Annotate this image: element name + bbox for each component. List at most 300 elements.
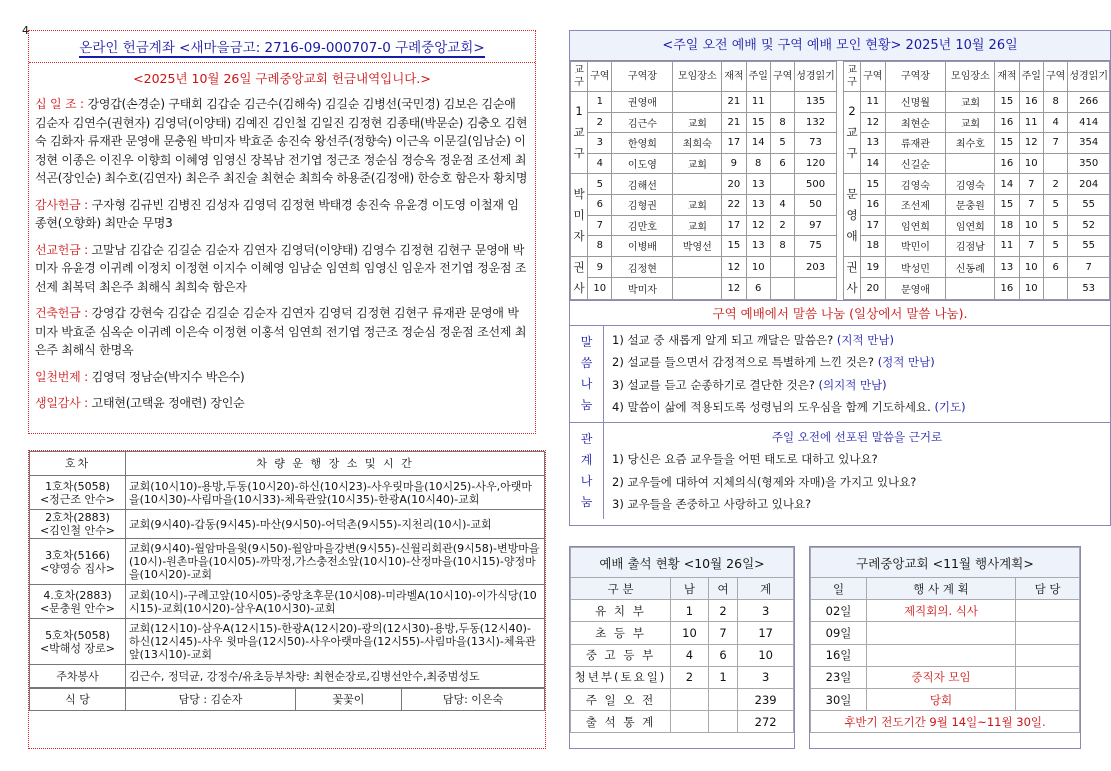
attendance-cell: 132 xyxy=(795,112,836,133)
sharing-question: 4) 말씀이 삶에 적용되도록 성령님의 도우심을 함께 기도하세요. (기도) xyxy=(612,400,966,415)
attendance-cell xyxy=(1043,153,1067,174)
attendance-cell: 203 xyxy=(795,256,836,278)
attendance-cell: 13 xyxy=(746,236,770,257)
attendance-cell: 16 xyxy=(995,112,1019,133)
report-cell: 239 xyxy=(738,688,794,710)
attendance-cell: 10 xyxy=(1019,153,1043,174)
attendance-cell: 55 xyxy=(1068,194,1110,215)
offering-label: 선교헌금 : xyxy=(35,242,89,257)
attendance-cell: 10 xyxy=(1019,215,1043,236)
attendance-col-header: 주일 xyxy=(746,62,770,92)
attendance-cell: 12 xyxy=(861,112,885,133)
table-row xyxy=(30,476,545,510)
attendance-cell: 135 xyxy=(795,92,836,113)
attendance-cell: 10 xyxy=(588,278,612,300)
attendance-cell: 7 xyxy=(1019,174,1043,195)
report-cell: 출 석 통 계 xyxy=(571,711,671,733)
attendance-cell: 6 xyxy=(770,153,794,174)
table-row xyxy=(811,688,1080,710)
plan-col-header: 행 사 계 획 xyxy=(867,578,1016,600)
route-header: 차 량 운 행 장 소 및 시 간 xyxy=(126,452,545,476)
attendance-cell: 73 xyxy=(795,133,836,154)
table-row xyxy=(30,510,545,539)
attendance-cell: 최현순 xyxy=(885,112,946,133)
flower-label: 꽃꽃이 xyxy=(296,689,402,711)
offering-names: 강영갑(손경순) 구태회 김갑순 김근수(김해숙) 김길순 김병선(국민경) 김보은 김순애 김순자 김연수(권현자) 김영덕(이양태) 김예진 김인철 김일진 김정현 김종태(박문순) 김충오 김현숙 김화자 류재관 문영애 문충원 박미자 박효준 송진숙 왕선주(정향숙) 이근옥 이문길(임남순) 이정현 이종은 이진우 이향희 이혜영 임영신 장복남 전기엽 정근조 정순심 정승옥 정운점 조선제 최석곤(장인순) 최수호(김연자) 최은주 최진술 최현순 최희숙 하용준(김정애) 한승호 함은자 황치명 xyxy=(35,97,528,185)
offering-label: 십 일 조 : xyxy=(35,97,84,111)
attendance-cell: 김영숙 xyxy=(885,174,946,195)
attendance-col-header: 모임장소 xyxy=(946,62,995,92)
offering-section xyxy=(35,394,529,413)
group-label: 2 교 구 xyxy=(844,92,861,174)
offering-names: 김영덕 정남순(박지수 박은수) xyxy=(88,369,245,384)
attendance-cell: 21 xyxy=(722,92,746,113)
attendance-col-header: 구역 xyxy=(861,62,885,92)
plan-col-header: 일 xyxy=(811,578,867,600)
attendance-cell: 11 xyxy=(995,236,1019,257)
cafeteria-label: 식 당 xyxy=(30,689,126,711)
attendance-cell: 김해선 xyxy=(612,174,673,195)
attendance-cell: 16 xyxy=(861,194,885,215)
report-cell: 1 xyxy=(708,666,737,688)
attendance-cell: 12 xyxy=(722,256,746,278)
attendance-cell: 10 xyxy=(1019,278,1043,300)
group-label: 권 사 xyxy=(844,256,861,299)
attendance-cell: 16 xyxy=(1019,92,1043,113)
report-cell: 유 치 부 xyxy=(571,600,671,622)
attendance-cell: 15 xyxy=(995,92,1019,113)
attendance-cell: 350 xyxy=(1068,153,1110,174)
attendance-cell: 7 xyxy=(1068,256,1110,278)
report-cell: 4 xyxy=(671,644,709,666)
attendance-cell: 21 xyxy=(722,112,746,133)
attendance-cell: 문영애 xyxy=(885,278,946,300)
attendance-cell: 8 xyxy=(1043,92,1067,113)
relation-label: 관 계 나 눔 xyxy=(570,423,604,519)
attendance-cell: 12 xyxy=(1019,133,1043,154)
attendance-cell: 7 xyxy=(1043,133,1067,154)
report-cell: 7 xyxy=(708,622,737,644)
car-number: 1호차(5058) xyxy=(45,479,110,493)
plan-cell xyxy=(867,644,1016,666)
attendance-cell xyxy=(770,92,794,113)
attendance-cell: 8 xyxy=(770,236,794,257)
car-header: 호차 xyxy=(30,452,126,476)
car-number: 4.호차(2883) xyxy=(43,588,112,602)
attendance-col-header: 성경읽기 xyxy=(795,62,836,92)
attendance-col-header: 교구 xyxy=(844,62,861,92)
attendance-cell: 17 xyxy=(861,215,885,236)
table-row xyxy=(571,666,794,688)
table-row xyxy=(811,600,1080,622)
attendance-report xyxy=(569,546,795,749)
attendance-cell: 6 xyxy=(1043,256,1067,278)
table-row xyxy=(571,711,794,733)
attendance-cell: 16 xyxy=(995,278,1019,300)
report-cell: 6 xyxy=(708,644,737,666)
attendance-cell xyxy=(946,153,995,174)
attendance-cell: 4 xyxy=(770,194,794,215)
group-label: 박 미 자 xyxy=(571,174,588,256)
attendance-cell: 7 xyxy=(1019,194,1043,215)
attendance-cell: 13 xyxy=(746,174,770,195)
page-number: 4 xyxy=(22,24,29,37)
report-cell xyxy=(708,688,737,710)
attendance-cell: 8 xyxy=(770,112,794,133)
attendance-cell: 53 xyxy=(1068,278,1110,300)
attendance-col-header: 재적 xyxy=(995,62,1019,92)
attendance-cell: 15 xyxy=(995,194,1019,215)
attendance-cell: 교회 xyxy=(946,112,995,133)
attendance-cell: 1 xyxy=(588,92,612,113)
car-driver: <양영승 집사> xyxy=(39,561,116,575)
offering-names: 고말남 김갑순 김길순 김순자 김연자 김영덕(이양태) 김영수 김정현 김현구 문영애 박미자 유윤경 이귀례 이정치 이정현 이지수 이혜영 임남순 임연희 임영신 임운자 전기엽 정운점 조선제 최복덕 최은주 최해식 최희숙 함은자 xyxy=(35,242,527,294)
report-cell: 10 xyxy=(671,622,709,644)
sharing-questions xyxy=(604,326,1110,422)
attendance-cell: 8 xyxy=(588,236,612,257)
attendance-cell: 13 xyxy=(861,133,885,154)
attendance-cell: 10 xyxy=(746,256,770,278)
attendance-cell xyxy=(673,278,722,300)
plan-header xyxy=(811,578,1080,600)
attendance-cell: 박성민 xyxy=(885,256,946,278)
attendance-cell: 김점남 xyxy=(946,236,995,257)
attendance-col-header: 교구 xyxy=(571,62,588,92)
attendance-cell: 12 xyxy=(722,278,746,300)
attendance-cell: 2 xyxy=(1043,174,1067,195)
attendance-panel xyxy=(569,30,1111,526)
attendance-cell: 13 xyxy=(746,194,770,215)
attendance-cell: 6 xyxy=(588,194,612,215)
plan-cell: 23일 xyxy=(811,666,867,688)
attendance-cell: 75 xyxy=(795,236,836,257)
table-row xyxy=(571,622,794,644)
car-driver: <박해성 장로> xyxy=(39,641,116,655)
attendance-cell: 22 xyxy=(722,194,746,215)
attendance-cell: 한영희 xyxy=(612,133,673,154)
table-row xyxy=(571,644,794,666)
attendance-cell: 13 xyxy=(995,256,1019,278)
report-cell: 초 등 부 xyxy=(571,622,671,644)
car-driver: <김인철 안수> xyxy=(39,524,116,537)
attendance-cell: 4 xyxy=(588,153,612,174)
report-col-header: 구 분 xyxy=(571,578,671,600)
table-row xyxy=(571,688,794,710)
sharing-question: 3) 설교를 듣고 순종하기로 결단한 것은? (의지적 만남) xyxy=(612,377,887,392)
flower-manager: 담당: 이은숙 xyxy=(402,689,545,711)
plan-cell xyxy=(1016,666,1080,688)
attendance-cell: 14 xyxy=(746,133,770,154)
report-cell: 중 고 등 부 xyxy=(571,644,671,666)
table-row xyxy=(571,236,1110,257)
attendance-cell: 이병배 xyxy=(612,236,673,257)
attendance-cell: 14 xyxy=(995,174,1019,195)
car-route: 교회(9시40)-갑동(9시45)-마산(9시50)-어덕촌(9시55)-지천리(10시)-교회 xyxy=(126,510,545,539)
table-row xyxy=(571,153,1110,174)
car-number: 2호차(2883) xyxy=(45,511,110,524)
group-label: 1 교 구 xyxy=(571,92,588,174)
attendance-cell: 16 xyxy=(995,153,1019,174)
report-cell: 3 xyxy=(738,600,794,622)
attendance-cell: 15 xyxy=(861,174,885,195)
attendance-cell xyxy=(673,174,722,195)
table-row xyxy=(571,600,794,622)
attendance-col-header: 구역 xyxy=(770,62,794,92)
sharing-question: 1) 설교 중 새롭게 알게 되고 깨달은 말씀은? (지적 만남) xyxy=(612,332,894,347)
offering-section xyxy=(35,368,529,387)
attendance-cell: 5 xyxy=(588,174,612,195)
attendance-cell: 8 xyxy=(746,153,770,174)
attendance-cell: 11 xyxy=(746,92,770,113)
offering-section xyxy=(35,95,529,188)
report-cell xyxy=(671,688,709,710)
table-row xyxy=(571,215,1110,236)
table-row xyxy=(571,256,1110,278)
attendance-cell xyxy=(673,92,722,113)
attendance-cell: 17 xyxy=(722,133,746,154)
attendance-cell xyxy=(770,174,794,195)
attendance-cell: 10 xyxy=(1019,256,1043,278)
offering-names: 고태현(고택윤 정애련) 장인순 xyxy=(88,396,245,410)
car-driver: <정근조 안수> xyxy=(39,492,116,506)
offering-label: 일천번제 : xyxy=(35,369,89,384)
attendance-cell: 최수호 xyxy=(946,133,995,154)
car-route: 교회(9시40)-월암마을윗(9시50)-월암마을강변(9시55)-신월리회관(9시58)-변방마을(10시)-원촌마을(10시05)-까막정,가스충전소앞(10시10)-산정마을(10시15)-양정마을(10시20)-교회 xyxy=(126,539,545,585)
group-label: 문 영 애 xyxy=(844,174,861,256)
attendance-cell: 신동례 xyxy=(946,256,995,278)
car-route: 교회(10시)-구례고앞(10시05)-중앙초후문(10시08)-미라벨A(10시10)-이가식당(10시15)-교회(10시20)-삼우A(10시30)-교회 xyxy=(126,585,545,619)
offering-section xyxy=(35,304,529,360)
plan-col-header: 담 당 xyxy=(1016,578,1080,600)
attendance-cell: 5 xyxy=(770,133,794,154)
attendance-cell: 11 xyxy=(861,92,885,113)
table-row xyxy=(571,174,1110,195)
group-label: 권 사 xyxy=(571,256,588,299)
vehicle-schedule xyxy=(28,450,546,749)
plan-cell: 09일 xyxy=(811,622,867,644)
attendance-cell: 19 xyxy=(861,256,885,278)
attendance-cell: 박미자 xyxy=(612,278,673,300)
table-row xyxy=(571,112,1110,133)
attendance-cell xyxy=(673,256,722,278)
car-route: 교회(10시10)-용방,두동(10시20)-하신(10시23)-사우릿마을(10시25)-사우,아랫마을(10시30)-사림마을(10시33)-체육관앞(10시35)-한광A(10시40)-교회 xyxy=(126,476,545,510)
report-col-header: 남 xyxy=(671,578,709,600)
parking-volunteers: 김근수, 정덕균, 강정수/유초등부차량: 최현순장로,김병선안수,최중범성도 xyxy=(126,665,545,688)
attendance-cell: 52 xyxy=(1068,215,1110,236)
attendance-cell: 18 xyxy=(995,215,1019,236)
plan-footer: 후반기 전도기간 9월 14일~11월 30일. xyxy=(811,711,1080,733)
attendance-cell: 204 xyxy=(1068,174,1110,195)
attendance-col-header: 구역 xyxy=(1043,62,1067,92)
plan-cell: 02일 xyxy=(811,600,867,622)
relation-question: 2) 교우들에 대하여 지체의식(형제와 자매)을 가지고 있나요? xyxy=(612,474,917,489)
attendance-cell: 97 xyxy=(795,215,836,236)
attendance-cell: 신길순 xyxy=(885,153,946,174)
report-cell: 3 xyxy=(738,666,794,688)
offering-title: <2025년 10월 26일 구례중앙교회 헌금내역입니다.> xyxy=(133,71,431,86)
attendance-cell: 박민이 xyxy=(885,236,946,257)
table-row xyxy=(30,585,545,619)
attendance-cell xyxy=(946,278,995,300)
attendance-cell: 500 xyxy=(795,174,836,195)
attendance-cell: 18 xyxy=(861,236,885,257)
attendance-cell: 임연희 xyxy=(946,215,995,236)
report-cell: 1 xyxy=(671,600,709,622)
plan-cell: 제직회의. 식사 xyxy=(867,600,1016,622)
attendance-cell: 최희숙 xyxy=(673,133,722,154)
car-driver: <문충원 안수> xyxy=(39,601,116,615)
attendance-col-header: 구역장 xyxy=(612,62,673,92)
table-row xyxy=(30,539,545,585)
attendance-cell: 11 xyxy=(1019,112,1043,133)
report-col-header: 계 xyxy=(738,578,794,600)
attendance-cell: 9 xyxy=(722,153,746,174)
bank-account: 온라인 헌금계좌 <새마을금고: 2716-09-000707-0 구례중앙교회> xyxy=(79,40,485,56)
report-col-header: 여 xyxy=(708,578,737,600)
attendance-cell: 3 xyxy=(588,133,612,154)
attendance-col-header: 모임장소 xyxy=(673,62,722,92)
table-row xyxy=(571,133,1110,154)
plan-cell xyxy=(1016,644,1080,666)
report-cell: 272 xyxy=(738,711,794,733)
report-cell: 2 xyxy=(708,600,737,622)
attendance-cell: 17 xyxy=(722,215,746,236)
attendance-cell: 9 xyxy=(588,256,612,278)
attendance-cell: 266 xyxy=(1068,92,1110,113)
report-cell: 2 xyxy=(671,666,709,688)
attendance-cell: 조선제 xyxy=(885,194,946,215)
report-cell xyxy=(671,711,709,733)
attendance-cell: 교회 xyxy=(946,92,995,113)
report-cell: 청년부(토요일) xyxy=(571,666,671,688)
attendance-cell: 7 xyxy=(588,215,612,236)
relation-question: 1) 당신은 요즘 교우들을 어떤 태도로 대하고 있나요? xyxy=(612,452,878,467)
report-cell: 17 xyxy=(738,622,794,644)
relation-questions: 주일 오전에 선포된 말씀을 근거로 1) 당신은 요즘 교우들을 어떤 태도로 대하고 있나요? 2) 교우들에 대하여 지체의식(형제와 자매)을 가지고 있나요? 3) 교우들을 존중하고 사랑하고 있나요? xyxy=(604,423,1110,519)
attendance-cell: 2 xyxy=(770,215,794,236)
attendance-header xyxy=(571,62,1110,92)
attendance-cell: 교회 xyxy=(673,194,722,215)
report-cell: 10 xyxy=(738,644,794,666)
cafeteria-manager: 담당 : 김순자 xyxy=(126,689,296,711)
attendance-cell: 15 xyxy=(722,236,746,257)
attendance-cell xyxy=(770,278,794,300)
attendance-cell: 20 xyxy=(861,278,885,300)
offering-label: 감사헌금 : xyxy=(35,197,89,212)
attendance-cell: 임연희 xyxy=(885,215,946,236)
report-cell xyxy=(708,711,737,733)
attendance-cell: 문충원 xyxy=(946,194,995,215)
attendance-cell: 2 xyxy=(588,112,612,133)
attendance-cell: 김영숙 xyxy=(946,174,995,195)
parking-label: 주차봉사 xyxy=(30,665,126,688)
table-row xyxy=(811,644,1080,666)
attendance-cell: 120 xyxy=(795,153,836,174)
attendance-cell: 류재관 xyxy=(885,133,946,154)
attendance-cell: 20 xyxy=(722,174,746,195)
attendance-cell: 5 xyxy=(1043,236,1067,257)
plan-cell xyxy=(1016,688,1080,710)
attendance-cell: 교회 xyxy=(673,153,722,174)
table-row xyxy=(811,666,1080,688)
attendance-cell: 신명월 xyxy=(885,92,946,113)
attendance-cell: 4 xyxy=(1043,112,1067,133)
table-row xyxy=(571,92,1110,113)
attendance-cell: 354 xyxy=(1068,133,1110,154)
relation-question: 3) 교우들을 존중하고 사랑하고 있나요? xyxy=(612,497,812,512)
attendance-col-header: 구역 xyxy=(588,62,612,92)
attendance-cell: 교회 xyxy=(673,215,722,236)
car-route: 교회(12시10)-삼우A(12시15)-한광A(12시20)-광의(12시30)-용방,두동(12시40)-하신(12시45)-사우 윗마을(12시50)-사우아랫마을(12시55)-사림마을(13시)-체육관앞(13시10)-교회 xyxy=(126,619,545,665)
attendance-cell xyxy=(795,278,836,300)
offering-label: 건축헌금 : xyxy=(35,306,89,320)
plan-cell: 중직자 모임 xyxy=(867,666,1016,688)
plan-cell: 당회 xyxy=(867,688,1016,710)
attendance-cell xyxy=(770,256,794,278)
offering-section xyxy=(35,241,529,297)
sharing-label: 말 씀 나 눔 xyxy=(570,326,604,422)
plan-cell: 30일 xyxy=(811,688,867,710)
table-row xyxy=(811,622,1080,644)
table-row xyxy=(30,619,545,665)
attendance-cell: 5 xyxy=(1043,215,1067,236)
attendance-cell: 박영선 xyxy=(673,236,722,257)
attendance-cell: 414 xyxy=(1068,112,1110,133)
attendance-cell: 50 xyxy=(795,194,836,215)
sharing-title: 구역 예배에서 말씀 나눔 (일상에서 말씀 나눔). xyxy=(570,300,1110,326)
attendance-col-header: 구역장 xyxy=(885,62,946,92)
offering-names: 강영갑 강현숙 김갑순 김길순 김순자 김연자 김영덕 김정현 김현구 류재관 문영애 박미자 박효준 심옥순 이귀례 이은숙 이정현 이홍석 임연희 전기엽 정근조 정순심 정운점 조선제 최은주 최해식 한명옥 xyxy=(35,306,527,357)
attendance-col-header: 성경읽기 xyxy=(1068,62,1110,92)
attendance-title: <주일 오전 예배 및 구역 예배 모인 현황> 2025년 10월 26일 xyxy=(570,31,1110,61)
plan-cell: 16일 xyxy=(811,644,867,666)
report-cell: 주 일 오 전 xyxy=(571,688,671,710)
attendance-cell: 7 xyxy=(1019,236,1043,257)
car-number: 5호차(5058) xyxy=(45,628,110,642)
attendance-cell: 5 xyxy=(1043,194,1067,215)
attendance-cell: 권영애 xyxy=(612,92,673,113)
offering-panel xyxy=(28,30,536,434)
attendance-cell: 14 xyxy=(861,153,885,174)
table-row xyxy=(571,278,1110,300)
report-header xyxy=(571,578,794,600)
report-title: 예배 출석 현황 <10월 26일> xyxy=(571,548,794,578)
attendance-cell: 15 xyxy=(995,133,1019,154)
attendance-cell: 김정현 xyxy=(612,256,673,278)
plan-cell xyxy=(1016,600,1080,622)
offering-section xyxy=(35,196,529,233)
plan-cell xyxy=(867,622,1016,644)
sharing-question: 2) 설교를 들으면서 감정적으로 특별하게 느낀 것은? (정적 만남) xyxy=(612,355,935,370)
attendance-col-header: 주일 xyxy=(1019,62,1043,92)
attendance-cell: 6 xyxy=(746,278,770,300)
attendance-cell xyxy=(1043,278,1067,300)
plan-title: 구례중앙교회 <11월 행사계획> xyxy=(811,548,1080,578)
attendance-cell: 15 xyxy=(746,112,770,133)
attendance-cell: 이도영 xyxy=(612,153,673,174)
car-number: 3호차(5166) xyxy=(45,548,110,562)
event-plan xyxy=(809,546,1081,749)
attendance-cell: 김근수 xyxy=(612,112,673,133)
attendance-cell: 교회 xyxy=(673,112,722,133)
attendance-cell: 김만호 xyxy=(612,215,673,236)
offering-names: 구자형 김규빈 김병진 김성자 김영덕 김정현 박태경 송진숙 유윤경 이도영 이철재 임종현(오향화) 최만순 무명3 xyxy=(35,197,519,230)
attendance-cell: 12 xyxy=(746,215,770,236)
attendance-cell: 김형권 xyxy=(612,194,673,215)
attendance-cell: 55 xyxy=(1068,236,1110,257)
table-row xyxy=(571,194,1110,215)
plan-cell xyxy=(1016,622,1080,644)
